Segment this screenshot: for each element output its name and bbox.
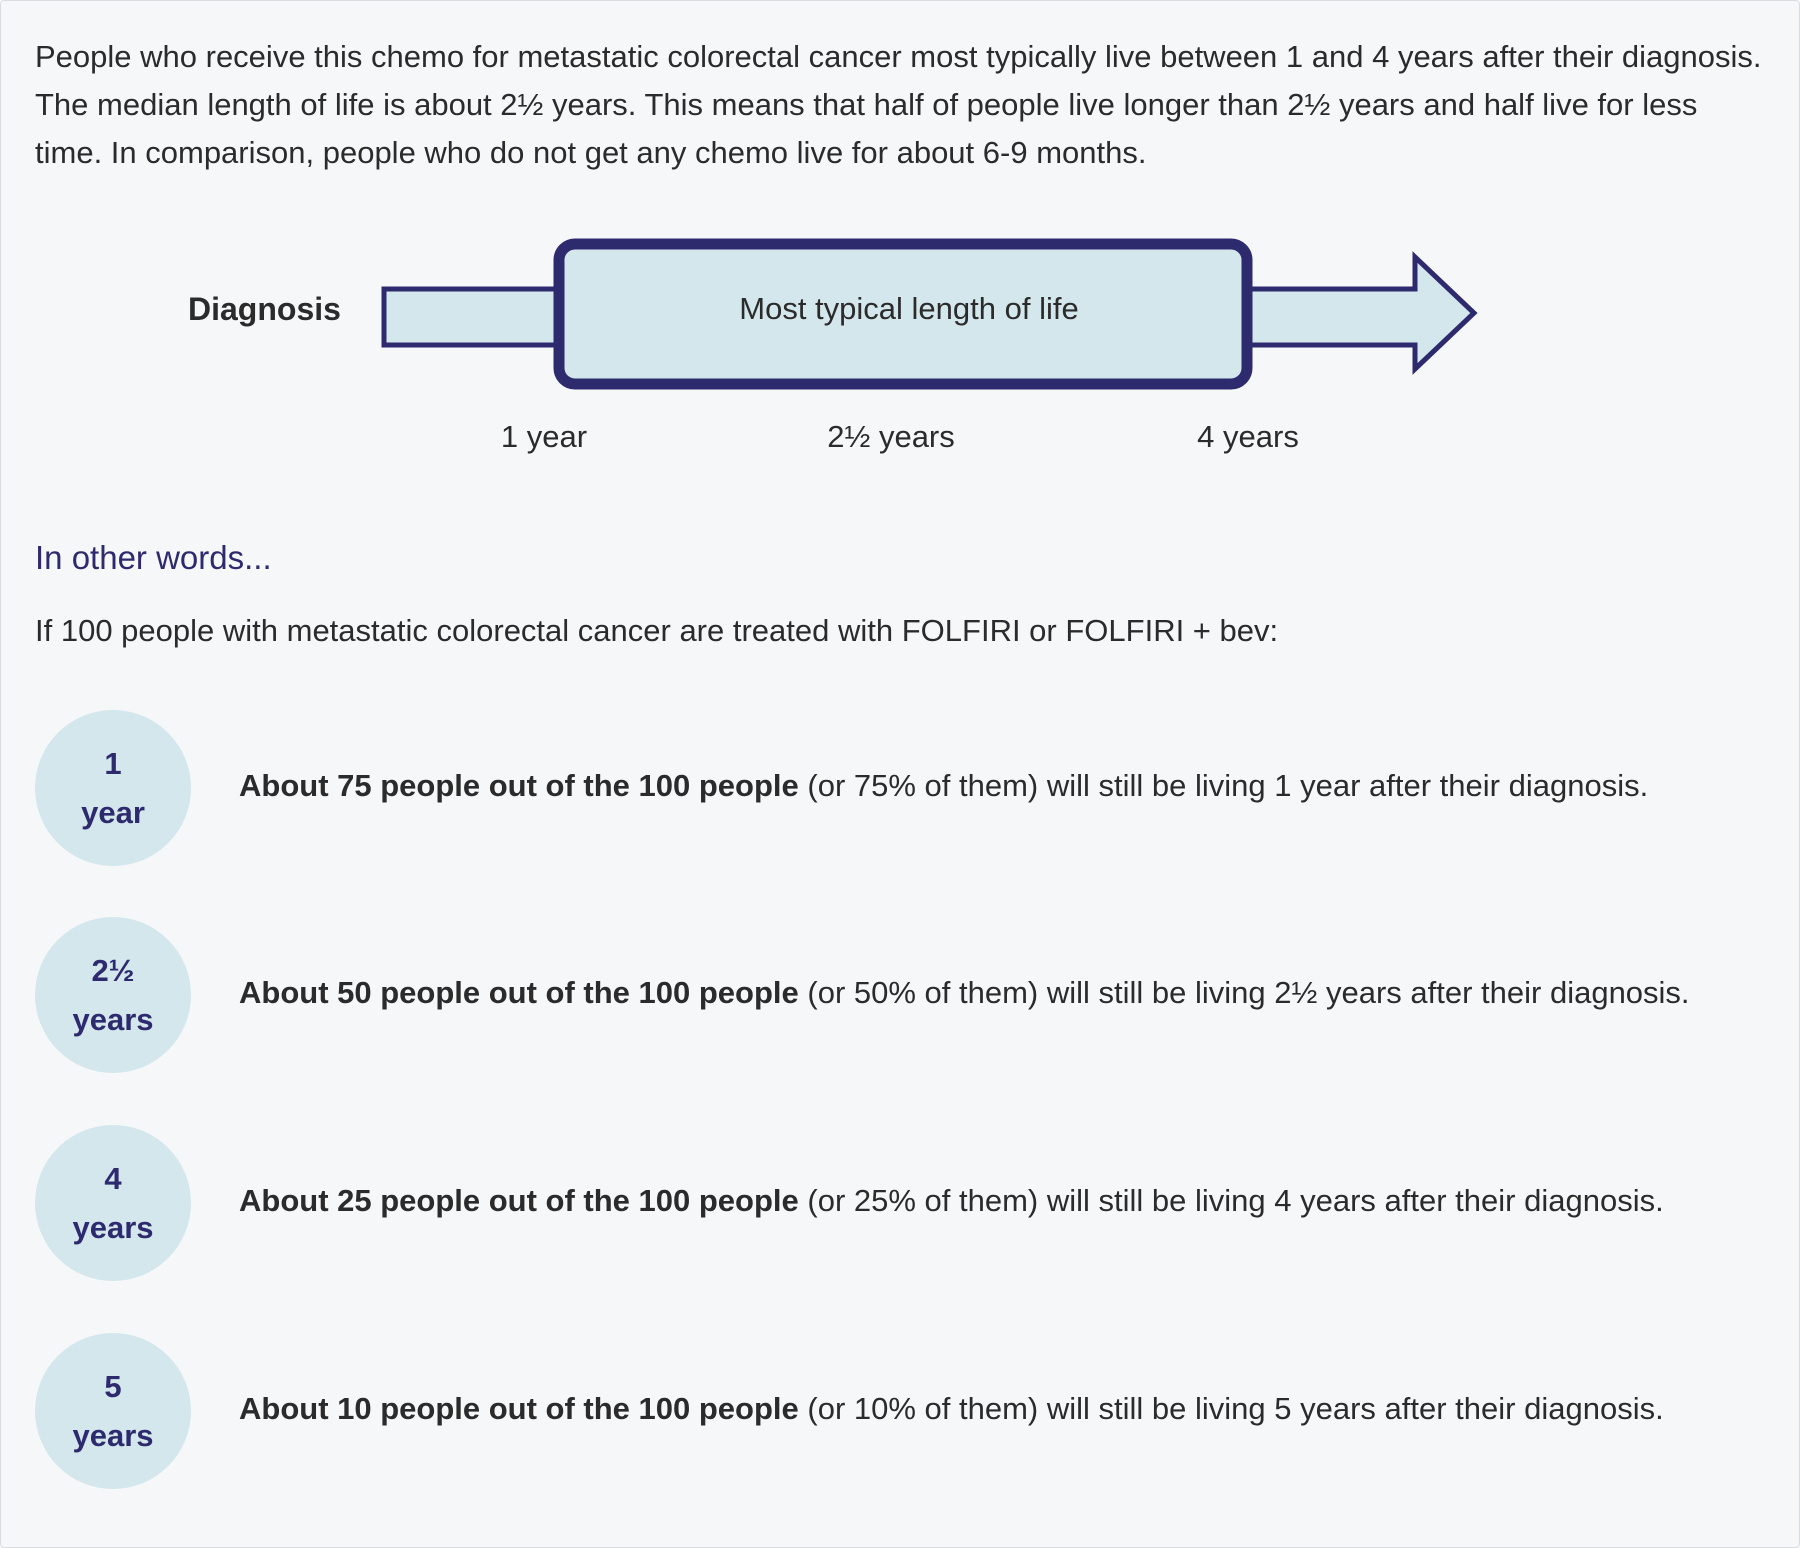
time-badge xyxy=(35,1333,191,1489)
stat-row xyxy=(35,917,1775,1073)
section-heading: In other words... xyxy=(35,539,272,576)
badge-unit: year xyxy=(81,795,145,830)
stat-text xyxy=(239,768,1648,804)
diagnosis-label: Diagnosis xyxy=(188,291,341,327)
stat-rest: (or 50% of them) will still be living 2½ years after their diagnosis. xyxy=(798,975,1690,1010)
tick-2-5-years: 2½ years xyxy=(827,419,955,454)
stat-rest: (or 25% of them) will still be living 4 years after their diagnosis. xyxy=(798,1183,1664,1218)
intro-paragraph: People who receive this chemo for metastatic colorectal cancer most typically live between 1 and 4 years after their diagnosis. The median length of life is about 2½ years. This means that half of people live longer than 2½ years and half live for less time. In comparison, people who do not get any chemo live for about 6-9 months. xyxy=(35,39,1762,170)
stat-bold: About 25 people out of the 100 people xyxy=(239,1183,799,1218)
arrow-shaft xyxy=(384,289,561,345)
badge-value: 4 xyxy=(104,1161,122,1196)
tick-4-years: 4 years xyxy=(1197,419,1299,454)
stat-row xyxy=(35,1333,1775,1489)
badge-unit: years xyxy=(72,1210,154,1245)
stat-text xyxy=(239,1391,1664,1427)
typical-range-label: Most typical length of life xyxy=(739,291,1079,326)
stat-row xyxy=(35,710,1775,866)
time-badge xyxy=(35,917,191,1073)
stat-text xyxy=(239,975,1690,1011)
lead-text: If 100 people with metastatic colorectal cancer are treated with FOLFIRI or FOLFIRI + bev: xyxy=(35,613,1279,648)
badge-value: 2½ xyxy=(91,953,135,988)
time-badge xyxy=(35,1125,191,1281)
stat-bold: About 10 people out of the 100 people xyxy=(239,1391,799,1426)
stat-bold: About 75 people out of the 100 people xyxy=(239,768,799,803)
tick-1-year: 1 year xyxy=(500,419,588,454)
badge-unit: years xyxy=(72,1002,154,1037)
stat-row xyxy=(35,1125,1775,1281)
time-badge xyxy=(35,710,191,866)
stat-text xyxy=(239,1183,1664,1219)
badge-value: 1 xyxy=(104,746,122,781)
badge-unit: years xyxy=(72,1418,154,1453)
stat-bold: About 50 people out of the 100 people xyxy=(239,975,799,1010)
stat-rest: (or 10% of them) will still be living 5 years after their diagnosis. xyxy=(798,1391,1664,1426)
arrow-head xyxy=(1231,257,1474,369)
stat-rest: (or 75% of them) will still be living 1 year after their diagnosis. xyxy=(798,768,1649,803)
badge-value: 5 xyxy=(104,1369,122,1404)
